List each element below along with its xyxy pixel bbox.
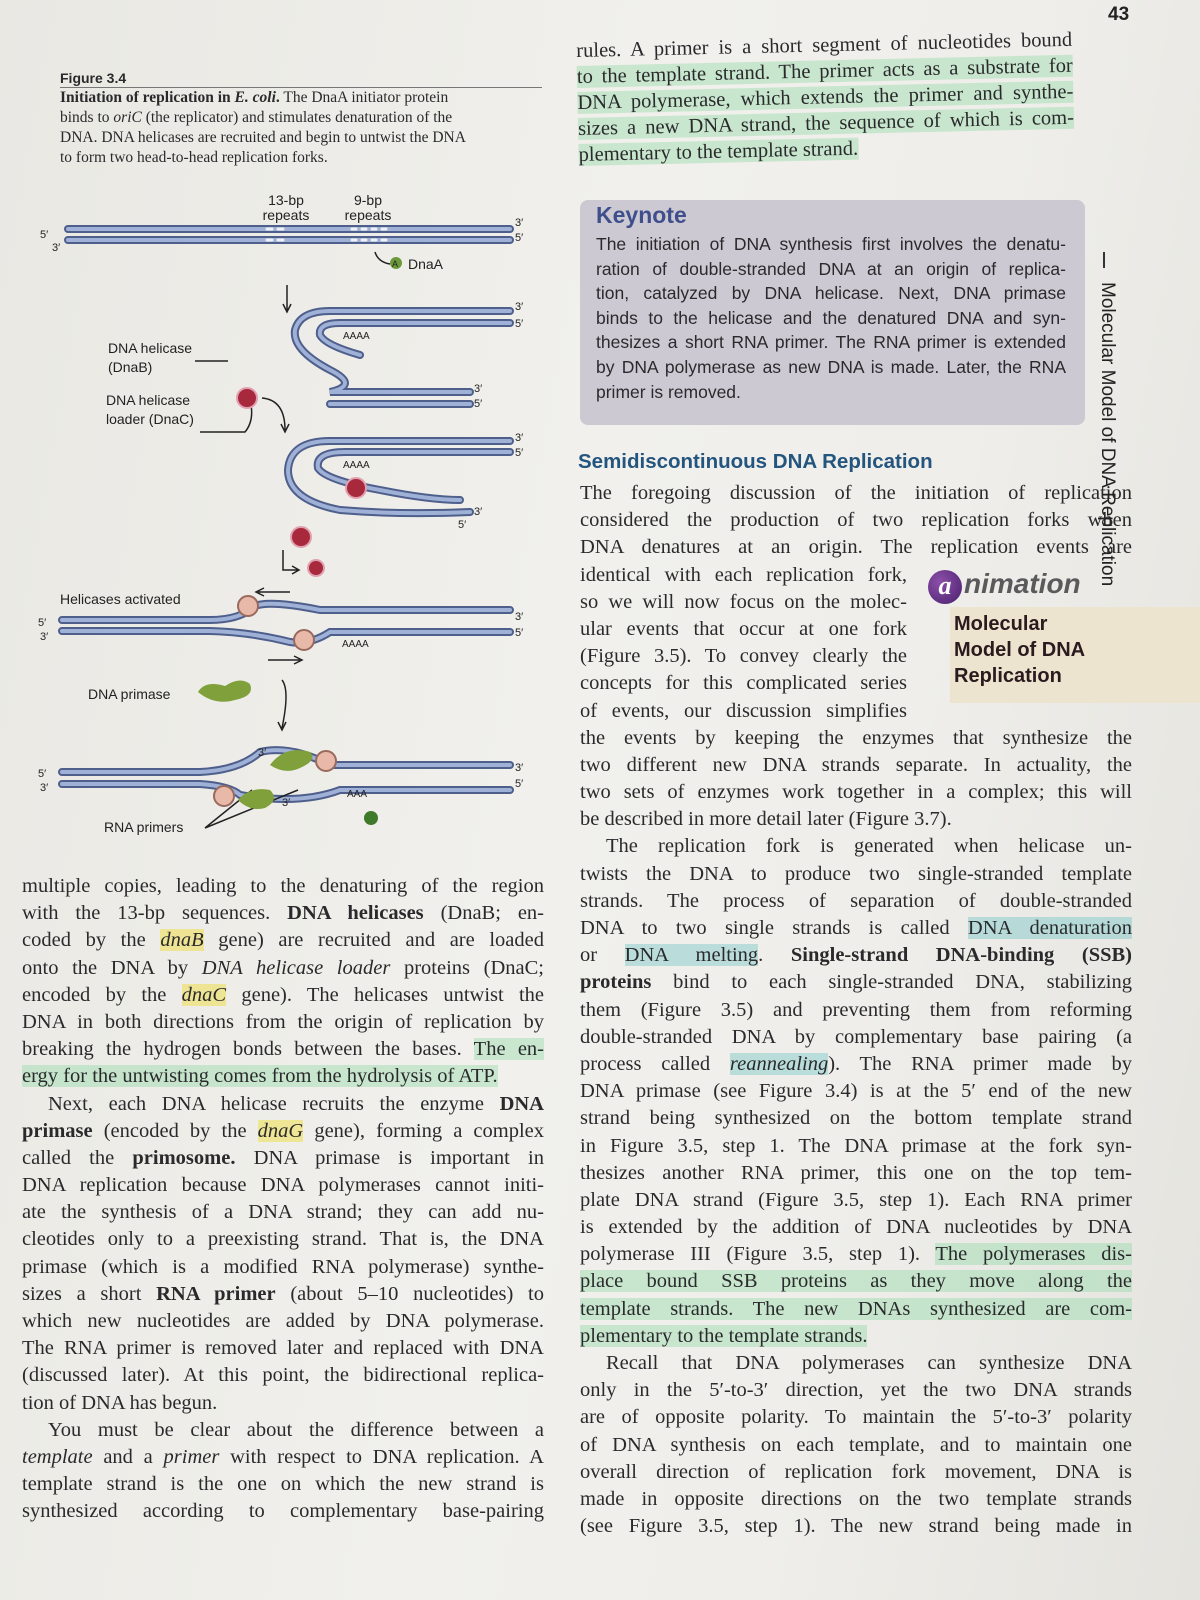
dna-forks-step4 (62, 604, 510, 643)
text-line (596, 306, 1066, 331)
text-run: plate DNA strand (Figure 3.5, step 1). Each RNA primer (580, 1188, 1132, 1211)
text-line (22, 1417, 544, 1444)
text-run: primosome. (132, 1146, 236, 1169)
label-5prime: 5′ (458, 519, 467, 531)
text-line (22, 1308, 544, 1335)
text-run: thesizes a short RNA primer. The RNA primer is extended (596, 332, 1066, 353)
text-line (580, 1350, 1132, 1377)
text-run: double-stranded DNA by complementary base pairing (a (580, 1025, 1132, 1048)
text-run: of events, our discussion simplifies (580, 699, 907, 722)
text-line (580, 1214, 1132, 1241)
text-run: and a (92, 1445, 164, 1468)
text-line (22, 1471, 544, 1498)
text-run: bind to each single-stranded DNA, stabilizing (651, 971, 1132, 994)
label-3prime: 3′ (474, 506, 483, 518)
text-line (580, 1105, 1132, 1132)
text-run: the events by keeping the enzymes that synthesize the (580, 726, 1132, 749)
text-run: The polymerases dis- (935, 1243, 1132, 1266)
text-line (596, 257, 1066, 282)
text-line (22, 1362, 544, 1389)
dna-strands (62, 229, 510, 799)
figure-label: Figure 3.4 (60, 70, 542, 88)
label-5prime: 5′ (515, 232, 524, 244)
label-3prime: 3′ (40, 782, 49, 794)
text-run: sizes a new DNA strand, the sequence of which is com- (577, 106, 1075, 140)
text-line (22, 873, 544, 900)
text-run: twists the DNA to produce two single-stranded template (580, 862, 1132, 885)
text-run: . (758, 944, 791, 967)
activated-helicase-icons (214, 596, 336, 806)
text-run: with respect to DNA replication. A (219, 1445, 544, 1468)
animation-title-line: Molecular (954, 613, 1048, 635)
label-3prime: 3′ (515, 301, 524, 313)
label-5prime: 5′ (474, 398, 483, 410)
left-body-text (22, 873, 544, 1526)
animation-title-line: Model of DNA (954, 639, 1086, 661)
text-run: called the (22, 1146, 133, 1169)
label-5prime: 5′ (40, 229, 49, 241)
text-line (580, 1513, 1132, 1540)
text-run: in Figure 3.5, step 1. The DNA primase at the fork syn- (580, 1134, 1132, 1157)
animation-title-line: Replication (954, 665, 1062, 687)
text-run: DNA primase is important in (235, 1146, 544, 1169)
text-run: ergy for the untwisting comes from the hydrolysis of ATP. (22, 1065, 498, 1088)
text-run: primase (which is a modified RNA polymerase) synthe- (22, 1255, 544, 1278)
text-line (580, 1051, 1132, 1078)
label-aaaa: AAAA (343, 460, 370, 471)
running-head-divider (1103, 252, 1105, 268)
text-run: gene), forming a complex (303, 1119, 544, 1142)
text-run: only in the 5′-to-3′ direction, yet the two DNA strands (580, 1379, 1132, 1402)
text-run: template (22, 1445, 93, 1468)
text-line (580, 1432, 1132, 1459)
text-run: by DNA polymerase as new DNA is made. Later, the RNA (596, 356, 1066, 377)
text-line (580, 1160, 1132, 1187)
text-run: (discussed later). At this point, the bidirectional replica- (22, 1364, 544, 1387)
text-line (22, 955, 544, 982)
text-run: (the replicator) and stimulates denaturation of the (141, 109, 453, 126)
text-line (580, 698, 907, 725)
text-line (22, 900, 544, 927)
text-line (580, 1024, 1132, 1051)
text-run: (encoded by the (92, 1119, 258, 1142)
text-line (580, 1486, 1132, 1513)
text-run: ). The RNA primer made by (828, 1052, 1133, 1075)
label-helicase: DNA helicase (108, 340, 193, 356)
text-run: tion of DNA has begun. (22, 1391, 218, 1414)
text-run: The RNA primer is removed later and replaced with DNA (22, 1337, 544, 1360)
label-9bp: 9-bp (353, 192, 383, 208)
text-run: Next, each DNA helicase recruits the enzyme (48, 1092, 500, 1115)
label-5prime: 5′ (38, 768, 47, 780)
label-3prime: 3′ (282, 797, 291, 809)
keynote-box (580, 200, 1085, 425)
text-run: proteins (580, 971, 652, 994)
label-9bp-repeats: repeats (344, 207, 392, 223)
text-run: gene). The helicases untwist the (226, 983, 544, 1006)
text-line (580, 1377, 1132, 1404)
text-run: ration of double-stranded DNA at an origin of replica- (596, 258, 1066, 279)
text-line (580, 507, 1132, 534)
text-run: Single-strand DNA-binding (SSB) (790, 944, 1132, 967)
text-line (580, 1404, 1132, 1431)
text-line (580, 915, 1132, 942)
text-line (580, 643, 907, 670)
dnaA-protein-icons (364, 257, 402, 825)
dnaA-badge: A (392, 259, 399, 269)
label-aaaa: AAAA (342, 639, 369, 650)
dna-bubble-step3 (288, 441, 510, 513)
text-line (580, 534, 1132, 561)
section-heading: Semidiscontinuous DNA Replication (578, 450, 933, 473)
text-run: dnaG (257, 1119, 304, 1142)
text-run: DNA denaturation (967, 917, 1132, 939)
label-aaaa: AAAA (343, 331, 370, 342)
text-run: concepts for this complicated series (580, 672, 907, 695)
text-line (580, 969, 1132, 996)
label-helicases-activated: Helicases activated (60, 591, 181, 607)
text-run: DNA melting (624, 944, 759, 967)
text-line (580, 1323, 1132, 1350)
text-line (22, 1226, 544, 1253)
text-run: are of opposite polarity. To maintain the 5′-to-3′ polarity (580, 1406, 1132, 1429)
text-run: which new nucleotides are added by DNA polymerase. (22, 1310, 544, 1332)
text-run: be described in more detail later (Figure 3.7). (580, 808, 952, 831)
label-3prime: 3′ (515, 611, 524, 623)
label-3prime: 3′ (40, 631, 49, 643)
text-run: binds to the helicase and the denatured DNA and syn- (596, 307, 1066, 328)
text-line (22, 927, 544, 954)
text-run: oriC (113, 109, 142, 126)
text-run: DNA to two single strands is called (580, 917, 968, 939)
text-run: polymerase III (Figure 3.5, step 1). (580, 1243, 936, 1266)
text-run: sizes a short (22, 1282, 157, 1305)
text-run: DNA replication because DNA polymerases cannot initi- (22, 1174, 544, 1197)
text-run: DNA primase (see Figure 3.4) is at the 5′ end of the new (580, 1080, 1132, 1103)
text-run: tion, catalyzed by DNA helicase. Next, DNA primase (596, 283, 1066, 304)
label-3prime: 3′ (515, 217, 524, 229)
text-line (580, 861, 1132, 888)
text-run: of DNA synthesis on each template, and to maintain one (580, 1433, 1132, 1456)
label-loader: DNA helicase (106, 392, 191, 408)
text-line (580, 1078, 1132, 1105)
text-line (596, 232, 1066, 257)
text-line (580, 779, 1132, 806)
text-run: The en- (473, 1038, 545, 1061)
text-line (580, 752, 1132, 779)
text-run: breaking the hydrogen bonds between the bases. (22, 1038, 474, 1061)
text-run: primase (22, 1119, 93, 1142)
text-run: dnaB (160, 929, 204, 952)
text-line (22, 1118, 544, 1145)
text-run: onto the DNA by (22, 956, 202, 979)
text-line (580, 806, 1132, 833)
text-run: to form two head-to-head replication forks. (60, 149, 328, 166)
text-line (22, 1498, 544, 1525)
text-run: template strand is the one on which the new strand is (22, 1473, 544, 1496)
text-run: cleotides only to a preexisting strand. That is, the DNA (22, 1228, 544, 1251)
label-5prime: 5′ (515, 447, 524, 459)
text-line (596, 281, 1066, 306)
text-run: proteins (DnaC; (390, 956, 544, 979)
text-run: two sets of enzymes work together in a complex; this will (580, 781, 1132, 804)
text-run: (Figure 3.5). To convey clearly the (580, 645, 907, 668)
text-run: Initiation of replication in (60, 89, 235, 106)
text-line (580, 1268, 1132, 1295)
text-run: The foregoing discussion of the initiation of replication (580, 482, 1132, 504)
text-line (596, 380, 1066, 405)
label-13bp-repeats: repeats (262, 207, 310, 223)
text-run: gene) are recruited and are loaded (203, 929, 544, 952)
label-dnaB: (DnaB) (108, 359, 153, 375)
text-line (596, 330, 1066, 355)
text-run: plementary to the template strands. (580, 1324, 868, 1347)
text-line (596, 355, 1066, 380)
animation-badge-icon: a (928, 570, 962, 604)
text-line (22, 1172, 544, 1199)
keynote-title: Keynote (596, 202, 687, 228)
right-top-paragraph (576, 27, 1075, 168)
text-line (22, 1254, 544, 1281)
page-number: 43 (1108, 4, 1130, 25)
text-line (580, 725, 1132, 752)
text-run: DNA (499, 1092, 544, 1115)
text-run: primer is removed. (596, 381, 741, 402)
text-run: with the 13-bp sequences. (22, 902, 288, 925)
label-5prime: 5′ (38, 617, 47, 629)
text-line (22, 1199, 544, 1226)
text-run: The initiation of DNA synthesis first involves the denatu- (596, 234, 1066, 254)
text-line (22, 1145, 544, 1172)
text-run: place bound SSB proteins as they move along the (580, 1270, 1132, 1293)
text-run: considered the production of two replication forks when (580, 509, 1132, 532)
label-aaa: AAA (347, 789, 368, 800)
label-5prime: 5′ (515, 318, 524, 330)
text-run: plementary to the template strand. (578, 137, 859, 166)
text-line (22, 1335, 544, 1362)
label-dna-primase: DNA primase (88, 686, 171, 702)
text-line (580, 562, 907, 589)
text-line (580, 833, 1132, 860)
label-3prime: 3′ (258, 747, 267, 759)
keynote-body (596, 232, 1066, 404)
text-run: binds to (60, 109, 114, 126)
text-line (580, 1241, 1132, 1268)
text-run: dnaC (181, 983, 227, 1006)
label-dnaC: loader (DnaC) (106, 411, 194, 427)
text-line (580, 480, 1132, 507)
label-5prime: 5′ (515, 778, 524, 790)
text-line (580, 942, 1132, 969)
label-3prime: 3′ (515, 762, 524, 774)
label-rna-primers: RNA primers (104, 819, 184, 835)
text-run: DNA helicase loader (201, 956, 391, 979)
right-body-text (580, 480, 1132, 1540)
text-run: strands. The process of separation of double-stranded (580, 889, 1132, 912)
label-3prime: 3′ (52, 242, 61, 254)
text-run: so we will now focus on the molec- (580, 590, 907, 613)
text-run: (about 5–10 nucleotides) to (275, 1282, 544, 1305)
text-run: Recall that DNA polymerases can synthesize DNA (606, 1352, 1132, 1374)
dna-duplex-oric (68, 229, 510, 240)
text-run: The DnaA initiator protein (279, 89, 449, 106)
text-line (580, 616, 907, 643)
text-line (22, 1036, 544, 1063)
text-line (22, 1091, 544, 1118)
text-line (22, 982, 544, 1009)
text-run: thesizes another RNA primer, this one on the top tem- (580, 1161, 1132, 1184)
text-line (22, 1009, 544, 1036)
text-run: RNA primer (156, 1282, 276, 1305)
text-run: DNA. DNA helicases are recruited and begin to untwist the DNA (60, 129, 466, 146)
text-line (22, 1063, 544, 1090)
text-line (580, 1459, 1132, 1486)
text-run: (DnaB; en- (423, 902, 544, 925)
text-run: encoded by the (22, 983, 182, 1006)
label-3prime: 3′ (515, 432, 524, 444)
running-head: Molecular Model of DNA Replication (1097, 282, 1118, 587)
animation-wordmark: nimation (964, 568, 1081, 599)
label-5prime: 5′ (515, 627, 524, 639)
text-line (580, 1133, 1132, 1160)
text-run: overall direction of replication fork movement, DNA is (580, 1460, 1132, 1483)
text-run: process called (580, 1052, 730, 1075)
text-run: two different new DNA strands separate. In actuality, the (580, 753, 1132, 776)
text-run: reannealing (729, 1052, 829, 1075)
text-run: E. coli (234, 89, 276, 106)
text-run: ular events that occur at one fork (580, 617, 907, 640)
text-run: The replication fork is generated when helicase un- (606, 835, 1132, 858)
text-run: template strands. The new DNAs synthesized are com- (580, 1297, 1132, 1320)
text-run: multiple copies, leading to the denaturing of the region (22, 875, 544, 897)
label-3prime: 3′ (474, 383, 483, 395)
text-line (580, 888, 1132, 915)
text-run: identical with each replication fork, (580, 563, 907, 586)
text-run: DNA polymerase, which extends the primer and synthe- (577, 80, 1074, 114)
text-run: made in opposite directions on the two template strands (580, 1487, 1132, 1510)
text-line (580, 1296, 1132, 1323)
text-line (580, 670, 907, 697)
text-line (580, 589, 907, 616)
text-run: rules. A primer is a short segment of nucleotides bound (576, 28, 1073, 62)
text-run: DNA helicases (287, 902, 424, 925)
text-run: DNA denatures at an origin. The replication events are (580, 536, 1132, 559)
replication-initiation-diagram (0, 0, 560, 860)
text-run: or (580, 944, 625, 967)
text-line (22, 1390, 544, 1417)
text-line (580, 997, 1132, 1024)
label-13bp: 13-bp (268, 192, 304, 208)
text-run: strand being synthesized on the bottom template strand (580, 1107, 1132, 1130)
text-run: . (275, 89, 280, 106)
text-run: DNA in both directions from the origin of replication by (22, 1010, 544, 1033)
text-run: is extended by the addition of DNA nucleotides by DNA (580, 1216, 1132, 1239)
text-run: (see Figure 3.5, step 1). The new strand being made in (580, 1515, 1132, 1538)
text-run: You must be clear about the difference between a (48, 1418, 544, 1441)
text-run: coded by the (22, 929, 161, 952)
text-run: them (Figure 3.5) and preventing them from reforming (580, 998, 1132, 1021)
text-run: ate the synthesis of a DNA strand; they can add nu- (22, 1201, 544, 1224)
text-line (22, 1281, 544, 1308)
text-line (22, 1444, 544, 1471)
label-dnaA: DnaA (408, 256, 444, 272)
text-line (580, 1187, 1132, 1214)
text-run: to the template strand. The primer acts as a substrate for (576, 54, 1074, 88)
text-run: synthesized according to complementary base-pairing (22, 1500, 544, 1523)
text-run: primer (163, 1445, 220, 1468)
